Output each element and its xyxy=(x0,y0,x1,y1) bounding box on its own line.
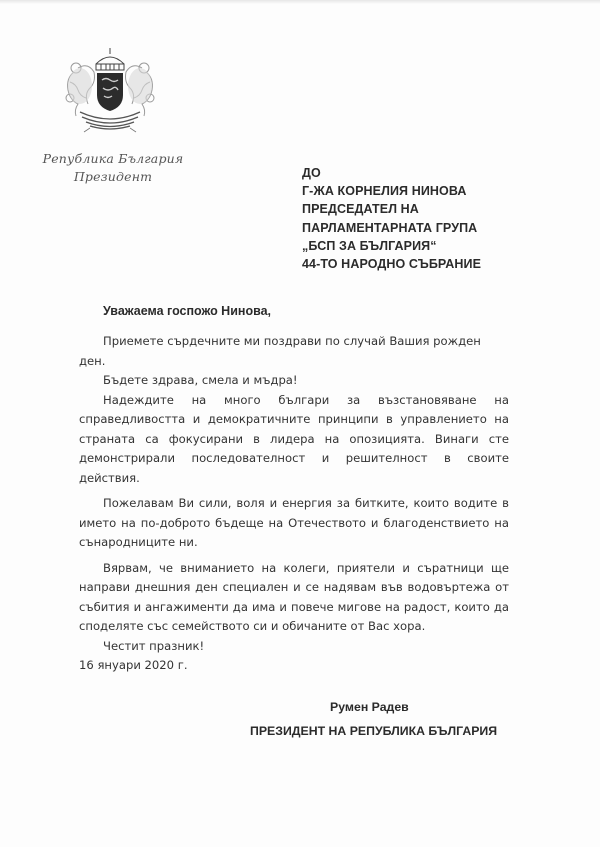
coat-of-arms-icon xyxy=(56,42,164,134)
paragraph-hopes: Надеждите на много българи за възстановяване на справедливостта и демократичните принципи в управлението на страната са фокусирани в лидера на опозицията. Винаги сте демонстрирали последователност и решителност в своите действия. xyxy=(79,392,509,485)
letterhead xyxy=(38,150,188,186)
salutation: Уважаема госпожо Нинова, xyxy=(103,304,272,318)
letterhead-office: Президент xyxy=(73,169,153,184)
recipient-line: „БСП ЗА БЪЛГАРИЯ“ xyxy=(302,238,437,253)
signatory-title: ПРЕЗИДЕНТ НА РЕПУБЛИКА БЪЛГАРИЯ xyxy=(250,724,498,738)
letter-body xyxy=(79,332,509,676)
recipient-line: ПРЕДСЕДАТЕЛ НА xyxy=(302,202,419,217)
recipient-line: 44-ТО НАРОДНО СЪБРАНИЕ xyxy=(302,257,482,272)
paragraph-wish: Бъдете здрава, смела и мъдра! xyxy=(103,373,298,387)
signatory-name: Румен Радев xyxy=(330,700,409,714)
recipient-block xyxy=(302,164,481,273)
letterhead-country: Република България xyxy=(42,151,184,166)
recipient-line: ДО xyxy=(302,166,321,180)
page-edge-shadow xyxy=(0,0,600,4)
recipient-line: Г-ЖА КОРНЕЛИЯ НИНОВА xyxy=(302,184,467,199)
paragraph-belief: Вярвам, че вниманието на колеги, приятели и съратници ще направи днешния ден специален и се надявам във водовъртежа от събития и ангажименти да има и повече мигове на радост, които да споделяте със семейството си и обичаните от Вас хора. xyxy=(79,560,509,633)
letter-date: 16 януари 2020 г. xyxy=(79,658,188,672)
paragraph-strength: Пожелавам Ви сили, воля и енергия за битките, които водите в името на по-доброто бъдеще на Отечеството и благоденствието на сънародниците ни. xyxy=(79,496,509,549)
paragraph-greeting: Приемете сърдечните ми поздрави по случай Вашия рожден ден. xyxy=(79,334,481,368)
paragraph-congrats: Честит празник! xyxy=(103,638,205,653)
recipient-line: ПАРЛАМЕНТАРНАТА ГРУПА xyxy=(302,220,478,235)
